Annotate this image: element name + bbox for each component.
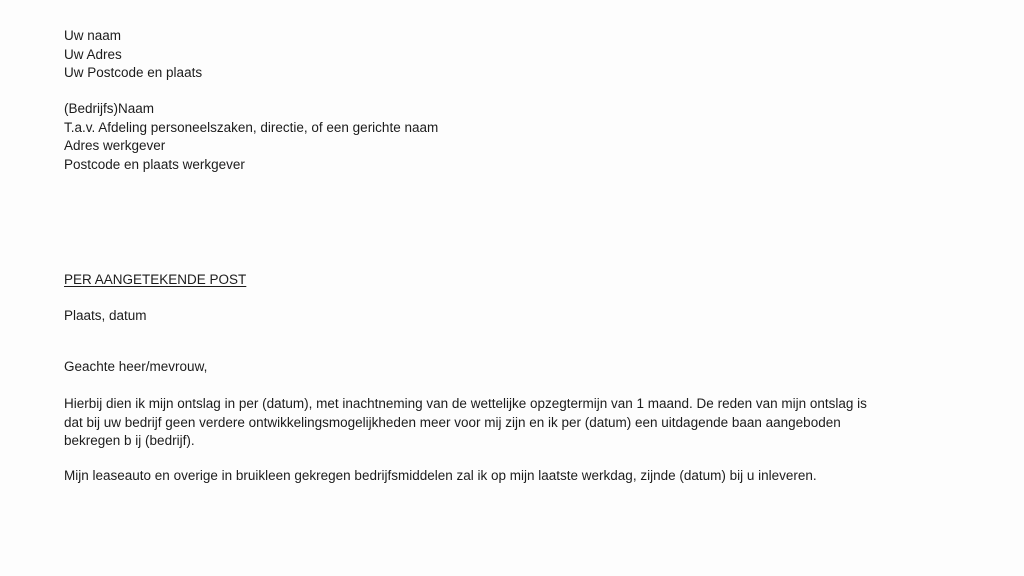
recipient-company: (Bedrijfs)Naam <box>64 101 155 116</box>
delivery-note: PER AANGETEKENDE POST <box>64 272 247 287</box>
paragraph1-line1: Hierbij dien ik mijn ontslag in per (datum), met inachtneming van de wettelijke opzegtermijn van 1 maand. De reden van mijn ontslag is <box>64 396 867 411</box>
sender-postcode-city: Uw Postcode en plaats <box>64 65 203 80</box>
paragraph-lease-return <box>64 467 984 486</box>
paragraph-resignation <box>64 395 984 451</box>
paragraph1-line2: dat bij uw bedrijf geen verdere ontwikkelingsmogelijkheden meer voor mij zijn en ik per (datum) een uitdagende baan aangeboden <box>64 414 841 430</box>
sender-name: Uw naam <box>64 28 122 43</box>
place-date-block <box>64 307 984 326</box>
salutation-block <box>64 358 984 377</box>
sender-address-block <box>64 27 984 83</box>
recipient-attention: T.a.v. Afdeling personeelszaken, directie, of een gerichte naam <box>64 119 439 135</box>
recipient-address: Adres werkgever <box>64 138 166 153</box>
paragraph2-text: Mijn leaseauto en overige in bruikleen gekregen bedrijfsmiddelen zal ik op mijn laatste werkdag, zijnde (datum) bij u inleveren. <box>64 468 817 483</box>
delivery-note-block <box>64 271 984 290</box>
sender-address: Uw Adres <box>64 46 122 62</box>
recipient-postcode-city: Postcode en plaats werkgever <box>64 156 245 172</box>
place-date: Plaats, datum <box>64 308 147 323</box>
salutation: Geachte heer/mevrouw, <box>64 359 208 374</box>
paragraph1-line3: bekregen b ij (bedrijf). <box>64 433 195 448</box>
recipient-address-block <box>64 100 984 174</box>
